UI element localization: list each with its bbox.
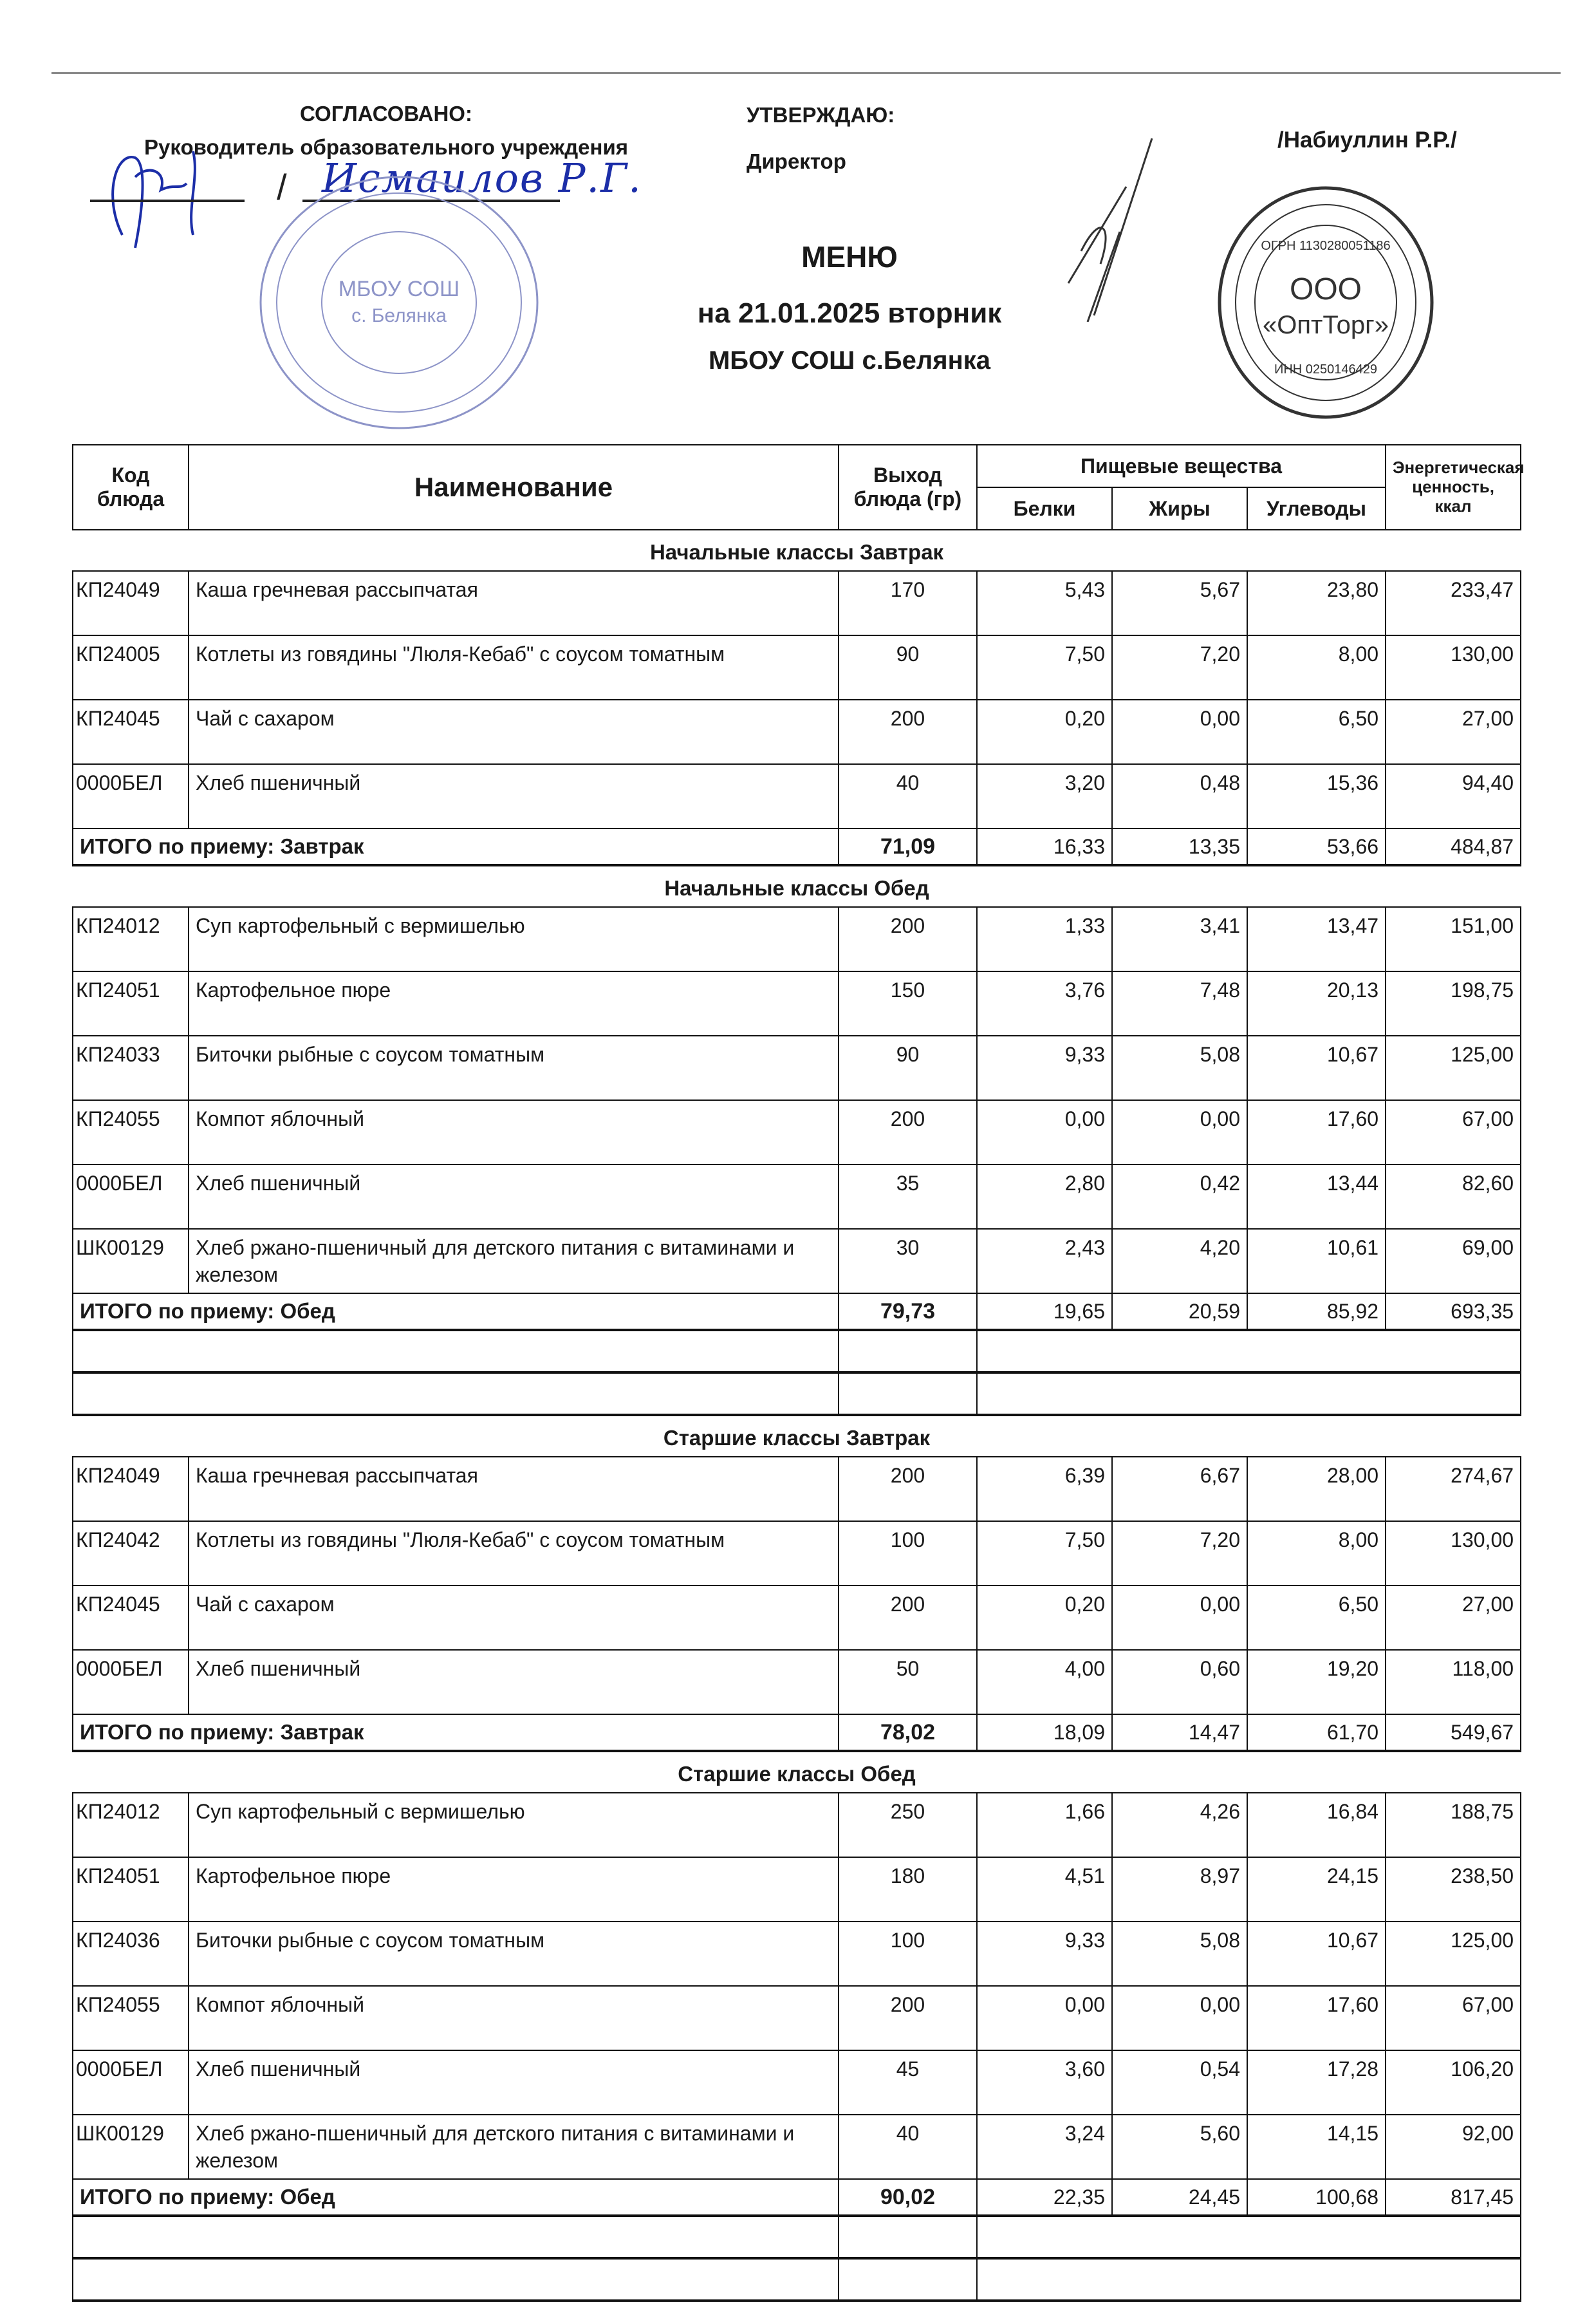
total-energy: 817,45 <box>1386 2179 1521 2216</box>
dish-carbs: 13,44 <box>1247 1165 1386 1229</box>
dish-fat: 7,20 <box>1112 1521 1247 1586</box>
dish-name: Хлеб пшеничный <box>189 1650 839 1714</box>
dish-protein: 3,24 <box>977 2115 1112 2179</box>
section-header <box>73 865 1521 907</box>
col-header-carbs: Углеводы <box>1247 487 1386 530</box>
dish-yield: 30 <box>839 1229 977 1293</box>
empty-row <box>73 1330 1521 1372</box>
table-row <box>73 1586 1521 1650</box>
table-row <box>73 907 1521 971</box>
dish-protein: 4,00 <box>977 1650 1112 1714</box>
dish-energy: 125,00 <box>1386 1922 1521 1986</box>
approved-position: Директор <box>747 149 846 173</box>
dish-name: Чай с сахаром <box>189 1586 839 1650</box>
dish-energy: 92,00 <box>1386 2115 1521 2179</box>
total-label: ИТОГО по приему: Обед <box>73 2179 839 2216</box>
dish-code: ШК00129 <box>73 1229 189 1293</box>
dish-protein: 0,00 <box>977 1986 1112 2050</box>
dish-yield: 40 <box>839 2115 977 2179</box>
dish-code: КП24045 <box>73 700 189 764</box>
dish-name: Хлеб ржано-пшеничный для детского питания с витаминами и железом <box>189 1229 839 1293</box>
table-row <box>73 2115 1521 2179</box>
section-header <box>73 530 1521 571</box>
dish-code: КП24012 <box>73 907 189 971</box>
table-row <box>73 1036 1521 1100</box>
dish-energy: 125,00 <box>1386 1036 1521 1100</box>
col-header-nutrients: Пищевые вещества <box>977 445 1386 487</box>
agreed-title: СОГЛАСОВАНО: <box>300 102 472 126</box>
dish-yield: 200 <box>839 1457 977 1521</box>
menu-table-body <box>73 530 1521 2301</box>
dish-yield: 90 <box>839 635 977 700</box>
dish-yield: 40 <box>839 764 977 828</box>
empty-row <box>73 2258 1521 2301</box>
section-title: Начальные классы Завтрак <box>73 530 1521 571</box>
dish-carbs: 14,15 <box>1247 2115 1386 2179</box>
dish-energy: 106,20 <box>1386 2050 1521 2115</box>
dish-protein: 7,50 <box>977 635 1112 700</box>
dish-protein: 2,80 <box>977 1165 1112 1229</box>
dish-fat: 5,67 <box>1112 571 1247 635</box>
total-carbs: 61,70 <box>1247 1714 1386 1751</box>
dish-fat: 7,48 <box>1112 971 1247 1036</box>
menu-date: на 21.01.2025 вторник <box>697 297 1002 329</box>
director-name: /Набиуллин Р.Р./ <box>1277 127 1457 153</box>
total-yield: 79,73 <box>839 1293 977 1330</box>
dish-carbs: 8,00 <box>1247 1521 1386 1586</box>
dish-yield: 200 <box>839 907 977 971</box>
col-header-yield: Выход блюда (гр) <box>839 445 977 530</box>
menu-table <box>72 444 1525 2302</box>
dish-name: Чай с сахаром <box>189 700 839 764</box>
total-energy: 693,35 <box>1386 1293 1521 1330</box>
total-protein: 18,09 <box>977 1714 1112 1751</box>
page-top-rule <box>51 72 1561 74</box>
dish-code: КП24051 <box>73 971 189 1036</box>
table-row <box>73 700 1521 764</box>
section-title: Старшие классы Обед <box>73 1751 1521 1793</box>
dish-name: Суп картофельный с вермишелью <box>189 907 839 971</box>
col-header-energy: Энергетическая ценность, ккал <box>1386 445 1521 530</box>
svg-text:МБОУ СОШ: МБОУ СОШ <box>338 277 460 301</box>
col-header-name: Наименование <box>189 445 839 530</box>
dish-carbs: 10,61 <box>1247 1229 1386 1293</box>
table-row <box>73 2050 1521 2115</box>
dish-fat: 8,97 <box>1112 1857 1247 1922</box>
empty-row <box>73 1372 1521 1415</box>
dish-energy: 27,00 <box>1386 700 1521 764</box>
dish-fat: 0,00 <box>1112 1100 1247 1165</box>
dish-name: Компот яблочный <box>189 1986 839 2050</box>
dish-protein: 1,66 <box>977 1793 1112 1857</box>
page-title: МЕНЮ <box>801 240 898 274</box>
dish-protein: 3,60 <box>977 2050 1112 2115</box>
dish-protein: 2,43 <box>977 1229 1112 1293</box>
table-row <box>73 635 1521 700</box>
dish-carbs: 13,47 <box>1247 907 1386 971</box>
dish-fat: 0,00 <box>1112 700 1247 764</box>
school-name: МБОУ СОШ с.Белянка <box>708 346 991 375</box>
signature-left-icon <box>97 138 238 254</box>
col-header-code: Код блюда <box>73 445 189 530</box>
total-yield: 78,02 <box>839 1714 977 1751</box>
dish-name: Котлеты из говядины "Люля-Кебаб" с соусом томатным <box>189 1521 839 1586</box>
total-row <box>73 1714 1521 1751</box>
dish-protein: 1,33 <box>977 907 1112 971</box>
svg-text:ОГРН 1130280051186: ОГРН 1130280051186 <box>1261 239 1391 253</box>
total-row <box>73 2179 1521 2216</box>
dish-energy: 130,00 <box>1386 635 1521 700</box>
dish-name: Хлеб ржано-пшеничный для детского питания с витаминами и железом <box>189 2115 839 2179</box>
table-row <box>73 1986 1521 2050</box>
table-row <box>73 1229 1521 1293</box>
table-row <box>73 1457 1521 1521</box>
dish-name: Биточки рыбные с соусом томатным <box>189 1922 839 1986</box>
total-fat: 13,35 <box>1112 828 1247 865</box>
total-label: ИТОГО по приему: Обед <box>73 1293 839 1330</box>
dish-carbs: 17,28 <box>1247 2050 1386 2115</box>
dish-code: КП24045 <box>73 1586 189 1650</box>
dish-energy: 238,50 <box>1386 1857 1521 1922</box>
dish-energy: 188,75 <box>1386 1793 1521 1857</box>
section-header <box>73 1751 1521 1793</box>
handwritten-name: Исмаилов Р.Г. <box>322 154 642 201</box>
dish-yield: 35 <box>839 1165 977 1229</box>
dish-fat: 5,08 <box>1112 1922 1247 1986</box>
dish-code: КП24055 <box>73 1100 189 1165</box>
svg-text:ИНН 0250146429: ИНН 0250146429 <box>1274 362 1378 377</box>
dish-fat: 3,41 <box>1112 907 1247 971</box>
table-row <box>73 1857 1521 1922</box>
section-title: Старшие классы Завтрак <box>73 1415 1521 1457</box>
dish-energy: 233,47 <box>1386 571 1521 635</box>
section-header <box>73 1415 1521 1457</box>
dish-yield: 250 <box>839 1793 977 1857</box>
total-row <box>73 828 1521 865</box>
dish-yield: 200 <box>839 1986 977 2050</box>
dish-yield: 50 <box>839 1650 977 1714</box>
dish-carbs: 28,00 <box>1247 1457 1386 1521</box>
total-carbs: 100,68 <box>1247 2179 1386 2216</box>
dish-protein: 0,20 <box>977 1586 1112 1650</box>
table-row <box>73 1165 1521 1229</box>
dish-energy: 82,60 <box>1386 1165 1521 1229</box>
dish-protein: 4,51 <box>977 1857 1112 1922</box>
dish-carbs: 20,13 <box>1247 971 1386 1036</box>
dish-energy: 27,00 <box>1386 1586 1521 1650</box>
approved-title: УТВЕРЖДАЮ: <box>747 103 895 127</box>
agreed-position: Руководитель образовательного учреждения <box>144 135 628 159</box>
dish-protein: 9,33 <box>977 1036 1112 1100</box>
dish-carbs: 10,67 <box>1247 1922 1386 1986</box>
dish-carbs: 8,00 <box>1247 635 1386 700</box>
dish-name: Суп картофельный с вермишелью <box>189 1793 839 1857</box>
dish-protein: 7,50 <box>977 1521 1112 1586</box>
svg-text:ООО: ООО <box>1289 272 1362 306</box>
dish-carbs: 6,50 <box>1247 1586 1386 1650</box>
dish-yield: 200 <box>839 700 977 764</box>
dish-name: Котлеты из говядины "Люля-Кебаб" с соусом томатным <box>189 635 839 700</box>
table-row <box>73 764 1521 828</box>
approved-block <box>747 103 895 174</box>
dish-code: КП24012 <box>73 1793 189 1857</box>
dish-protein: 9,33 <box>977 1922 1112 1986</box>
total-carbs: 85,92 <box>1247 1293 1386 1330</box>
dish-protein: 5,43 <box>977 571 1112 635</box>
total-yield: 71,09 <box>839 828 977 865</box>
dish-carbs: 17,60 <box>1247 1986 1386 2050</box>
total-energy: 484,87 <box>1386 828 1521 865</box>
dish-fat: 6,67 <box>1112 1457 1247 1521</box>
dish-fat: 4,20 <box>1112 1229 1247 1293</box>
dish-yield: 200 <box>839 1100 977 1165</box>
signature-right-icon <box>1055 135 1158 322</box>
dish-energy: 94,40 <box>1386 764 1521 828</box>
dish-code: КП24042 <box>73 1521 189 1586</box>
dish-carbs: 19,20 <box>1247 1650 1386 1714</box>
total-energy: 549,67 <box>1386 1714 1521 1751</box>
dish-name: Хлеб пшеничный <box>189 2050 839 2115</box>
dish-code: 0000БЕЛ <box>73 764 189 828</box>
dish-energy: 130,00 <box>1386 1521 1521 1586</box>
dish-protein: 0,00 <box>977 1100 1112 1165</box>
dish-fat: 5,60 <box>1112 2115 1247 2179</box>
table-row <box>73 571 1521 635</box>
dish-code: КП24049 <box>73 1457 189 1521</box>
section-title: Начальные классы Обед <box>73 865 1521 907</box>
empty-row <box>73 2216 1521 2258</box>
table-row <box>73 1793 1521 1857</box>
dish-yield: 150 <box>839 971 977 1036</box>
dish-name: Хлеб пшеничный <box>189 764 839 828</box>
total-row <box>73 1293 1521 1330</box>
dish-name: Биточки рыбные с соусом томатным <box>189 1036 839 1100</box>
dish-yield: 100 <box>839 1922 977 1986</box>
total-protein: 22,35 <box>977 2179 1112 2216</box>
svg-text:с. Белянка: с. Белянка <box>351 305 447 326</box>
dish-yield: 45 <box>839 2050 977 2115</box>
dish-name: Каша гречневая рассыпчатая <box>189 571 839 635</box>
dish-carbs: 24,15 <box>1247 1857 1386 1922</box>
dish-yield: 180 <box>839 1857 977 1922</box>
table-row <box>73 1521 1521 1586</box>
total-fat: 20,59 <box>1112 1293 1247 1330</box>
dish-fat: 0,54 <box>1112 2050 1247 2115</box>
dish-energy: 67,00 <box>1386 1986 1521 2050</box>
total-label: ИТОГО по приему: Завтрак <box>73 1714 839 1751</box>
dish-name: Каша гречневая рассыпчатая <box>189 1457 839 1521</box>
dish-energy: 274,67 <box>1386 1457 1521 1521</box>
dish-code: КП24005 <box>73 635 189 700</box>
total-fat: 14,47 <box>1112 1714 1247 1751</box>
dish-fat: 5,08 <box>1112 1036 1247 1100</box>
dish-carbs: 23,80 <box>1247 571 1386 635</box>
dish-code: КП24055 <box>73 1986 189 2050</box>
dish-code: 0000БЕЛ <box>73 1650 189 1714</box>
dish-code: 0000БЕЛ <box>73 1165 189 1229</box>
dish-name: Картофельное пюре <box>189 1857 839 1922</box>
svg-text:«ОптТорг»: «ОптТорг» <box>1263 311 1389 339</box>
dish-fat: 0,60 <box>1112 1650 1247 1714</box>
dish-carbs: 6,50 <box>1247 700 1386 764</box>
dish-code: 0000БЕЛ <box>73 2050 189 2115</box>
dish-carbs: 16,84 <box>1247 1793 1386 1857</box>
dish-fat: 0,42 <box>1112 1165 1247 1229</box>
dish-fat: 4,26 <box>1112 1793 1247 1857</box>
dish-fat: 7,20 <box>1112 635 1247 700</box>
col-header-fat: Жиры <box>1112 487 1247 530</box>
dish-energy: 151,00 <box>1386 907 1521 971</box>
dish-fat: 0,48 <box>1112 764 1247 828</box>
dish-energy: 67,00 <box>1386 1100 1521 1165</box>
total-carbs: 53,66 <box>1247 828 1386 865</box>
dish-fat: 0,00 <box>1112 1986 1247 2050</box>
dish-yield: 100 <box>839 1521 977 1586</box>
table-row <box>73 1922 1521 1986</box>
dish-protein: 3,76 <box>977 971 1112 1036</box>
total-protein: 19,65 <box>977 1293 1112 1330</box>
dish-code: КП24033 <box>73 1036 189 1100</box>
dish-energy: 198,75 <box>1386 971 1521 1036</box>
dish-code: КП24036 <box>73 1922 189 1986</box>
dish-code: КП24049 <box>73 571 189 635</box>
dish-name: Компот яблочный <box>189 1100 839 1165</box>
signature-separator: / <box>277 167 287 207</box>
dish-code: КП24051 <box>73 1857 189 1922</box>
total-yield: 90,02 <box>839 2179 977 2216</box>
table-row <box>73 971 1521 1036</box>
dish-carbs: 15,36 <box>1247 764 1386 828</box>
total-fat: 24,45 <box>1112 2179 1247 2216</box>
col-header-protein: Белки <box>977 487 1112 530</box>
dish-name: Картофельное пюре <box>189 971 839 1036</box>
dish-carbs: 17,60 <box>1247 1100 1386 1165</box>
dish-fat: 0,00 <box>1112 1586 1247 1650</box>
dish-protein: 6,39 <box>977 1457 1112 1521</box>
dish-name: Хлеб пшеничный <box>189 1165 839 1229</box>
dish-protein: 3,20 <box>977 764 1112 828</box>
dish-yield: 90 <box>839 1036 977 1100</box>
dish-yield: 170 <box>839 571 977 635</box>
total-label: ИТОГО по приему: Завтрак <box>73 828 839 865</box>
total-protein: 16,33 <box>977 828 1112 865</box>
dish-carbs: 10,67 <box>1247 1036 1386 1100</box>
signature-line <box>90 200 245 202</box>
table-row <box>73 1100 1521 1165</box>
dish-energy: 118,00 <box>1386 1650 1521 1714</box>
table-row <box>73 1650 1521 1714</box>
dish-energy: 69,00 <box>1386 1229 1521 1293</box>
dish-yield: 200 <box>839 1586 977 1650</box>
dish-protein: 0,20 <box>977 700 1112 764</box>
dish-code: ШК00129 <box>73 2115 189 2179</box>
